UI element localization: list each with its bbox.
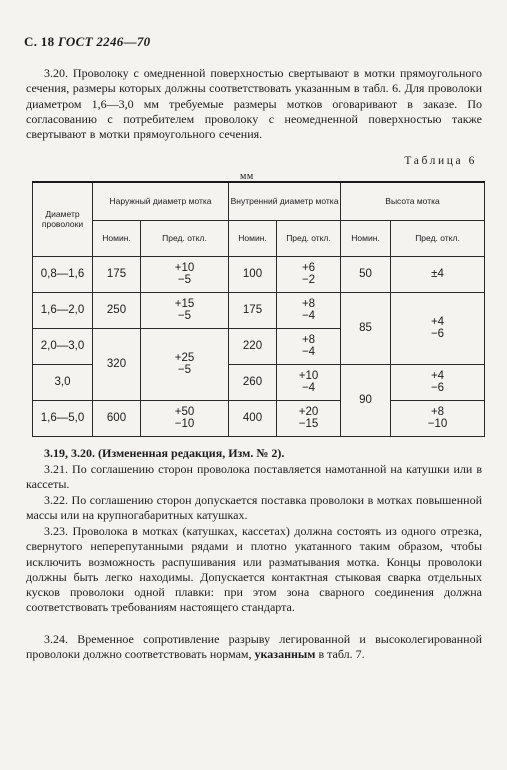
table-row	[33, 292, 485, 328]
cell-inner-deviation: +8 −4	[277, 292, 341, 328]
header-nominal: Номин.	[229, 220, 277, 256]
cell-outer-nominal: 320	[93, 328, 141, 400]
cell-outer-deviation: +50 −10	[141, 400, 229, 436]
cell-outer-nominal: 250	[93, 292, 141, 328]
table-6	[32, 181, 485, 437]
header-coil-height: Высота мотка	[341, 182, 485, 220]
amendment-note: 3.19, 3.20. (Измененная редакция, Изм. № 2).	[44, 446, 285, 460]
paragraph-3-24-text: 3.24. Временное сопротивление разрыву легированной и высоколегированной проволоки должно соответствовать нормам,	[26, 632, 482, 662]
table-row	[33, 400, 485, 436]
cell-inner-nominal: 220	[229, 328, 277, 364]
cell-inner-deviation: +20 −15	[277, 400, 341, 436]
cell-inner-deviation: +10 −4	[277, 364, 341, 400]
header-deviation: Пред. откл.	[391, 220, 485, 256]
cell-diameter: 1,6—5,0	[33, 400, 93, 436]
paragraph-3-24-end: в табл. 7.	[315, 647, 365, 662]
cell-diameter: 1,6—2,0	[33, 292, 93, 328]
cell-outer-nominal: 175	[93, 256, 141, 292]
cell-diameter: 2,0—3,0	[33, 328, 93, 364]
cell-outer-deviation: +10 −5	[141, 256, 229, 292]
paragraph-3-24-bold: указанным	[254, 647, 316, 662]
cell-inner-nominal: 100	[229, 256, 277, 292]
cell-outer-nominal: 600	[93, 400, 141, 436]
table-header-row	[33, 182, 485, 220]
header-outer-diameter: Наружный диаметр мотка	[93, 182, 229, 220]
cell-height-deviation: +4 −6	[391, 364, 485, 400]
cell-height-nominal: 85	[341, 292, 391, 364]
table-caption: Таблица 6	[404, 155, 477, 167]
header-diameter: Диаметр проволоки	[33, 182, 93, 256]
header-deviation: Пред. откл.	[141, 220, 229, 256]
header-nominal: Номин.	[93, 220, 141, 256]
cell-height-deviation: +4 −6	[391, 292, 485, 364]
cell-inner-nominal: 260	[229, 364, 277, 400]
paragraph-3-20: 3.20. Проволоку с омедненной поверхностью свертывают в мотки прямоугольного сечения, размеры которых должны соответствовать указанным в табл. 6. Для проволоки диаметром 1,6—3,0 мм требуемые размеры мотков оговаривают в заказе. По согласованию с потребителем проволоку с неомедненной поверхностью также свертывают в мотки прямоугольного сечения.	[26, 66, 482, 142]
cell-inner-nominal: 400	[229, 400, 277, 436]
header-nominal: Номин.	[341, 220, 391, 256]
paragraph-3-23: 3.23. Проволока в мотках (катушках, кассетах) должна состоять из одного отрезка, свернутого неперепутанными рядами и плотно укатанного таким образом, чтобы исключить возможность распушивания или разматывания мотка. Концы проволоки должны быть легко находимы. Допускается контактная стыковая сварка отдельных кусков проволоки одной плавки: при этом зона сварного соединения должна соответствовать требованиям настоящего стандарта.	[26, 524, 482, 615]
cell-inner-deviation: +8 −4	[277, 328, 341, 364]
header-inner-diameter: Внутренний диаметр мотка	[229, 182, 341, 220]
cell-inner-deviation: +6 −2	[277, 256, 341, 292]
standard-name: ГОСТ 2246—70	[57, 34, 151, 49]
table-subheader-row	[33, 220, 485, 256]
cell-outer-deviation: +15 −5	[141, 292, 229, 328]
cell-height-deviation: +8 −10	[391, 400, 485, 436]
page-header	[24, 34, 150, 50]
page-number: С. 18	[24, 34, 55, 49]
paragraph-3-24	[26, 632, 482, 663]
paragraph-3-22: 3.22. По соглашению сторон допускается поставка проволоки в мотках повышенной массы или на крупногабаритных катушках.	[26, 493, 482, 523]
cell-height-nominal: 90	[341, 364, 391, 436]
cell-height-deviation: ±4	[391, 256, 485, 292]
cell-diameter: 3,0	[33, 364, 93, 400]
paragraph-3-21: 3.21. По соглашению сторон проволока поставляется намотанной на катушки или в кассеты.	[26, 462, 482, 492]
cell-diameter: 0,8—1,6	[33, 256, 93, 292]
cell-height-nominal: 50	[341, 256, 391, 292]
cell-outer-deviation: +25 −5	[141, 328, 229, 400]
table-row	[33, 256, 485, 292]
header-deviation: Пред. откл.	[277, 220, 341, 256]
cell-inner-nominal: 175	[229, 292, 277, 328]
table-unit: мм	[240, 171, 254, 182]
